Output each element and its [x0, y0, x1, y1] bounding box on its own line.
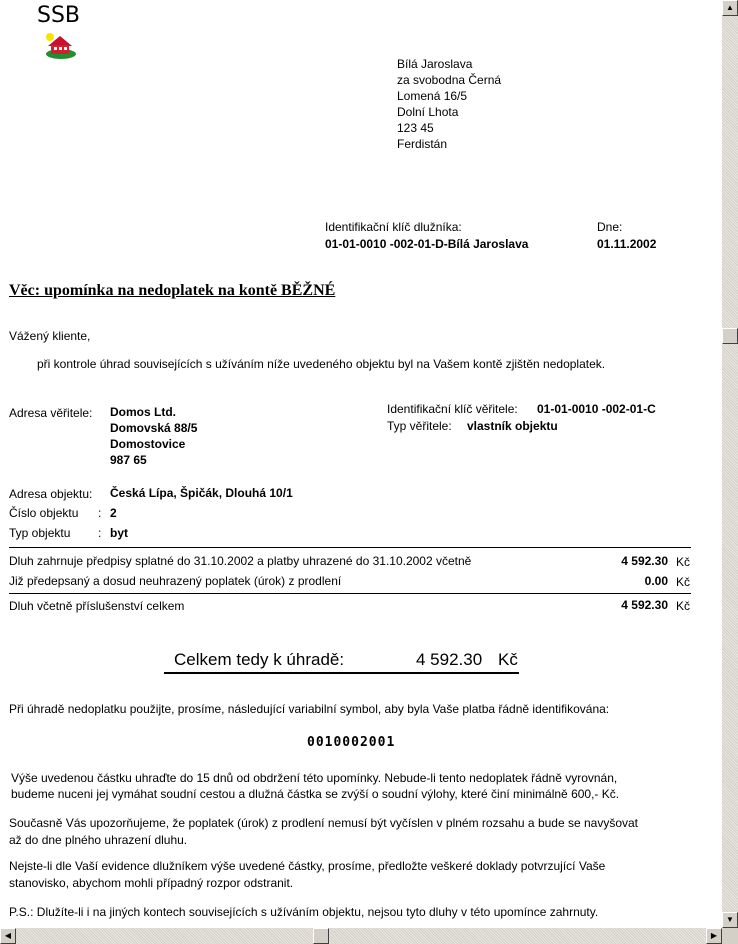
scroll-right-button[interactable]: ▶ — [706, 928, 722, 944]
creditor-name: Domos Ltd. — [110, 405, 176, 419]
table-top-rule — [9, 547, 691, 548]
debtor-key-label: Identifikační klíč dlužníka: — [325, 220, 462, 234]
creditor-key-value: 01-01-0010 -002-01-C — [537, 402, 656, 416]
logo-text: SSB — [37, 3, 81, 28]
object-type-colon: : — [98, 526, 102, 540]
object-number-colon: : — [98, 506, 102, 520]
table-sum-rule — [9, 593, 691, 594]
creditor-street: Domovská 88/5 — [110, 421, 198, 435]
scroll-up-button[interactable]: ▲ — [722, 0, 738, 16]
creditor-label: Adresa věřitele: — [9, 406, 93, 420]
recipient-line: Ferdistán — [397, 137, 448, 151]
creditor-key-label: Identifikační klíč věřitele: — [387, 402, 518, 416]
amount-total-label: Dluh včetně příslušenství celkem — [9, 599, 185, 613]
amount-total-unit: Kč — [676, 599, 691, 613]
creditor-type-value: vlastník objektu — [467, 419, 558, 433]
object-type-label: Typ objektu — [9, 526, 71, 540]
date-label: Dne: — [597, 220, 623, 234]
recipient-line: 123 45 — [397, 121, 434, 135]
paragraph-line: Výše uvedenou částku uhraďte do 15 dnů od obdržení této upomínky. Nebude-li tento nedoplatek řádně vyrovnán, — [11, 771, 618, 785]
debtor-key-value: 01-01-0010 -002-01-D-Bílá Jaroslava — [325, 237, 529, 251]
amount-row-unit: Kč — [676, 555, 691, 569]
grand-total-unit: Kč — [498, 650, 518, 669]
amount-row-value: 4 592.30 — [621, 554, 668, 568]
grand-total-value: 4 592.30 — [416, 650, 483, 669]
subject-title: Věc: upomínka na nedoplatek na kontě BĚŽNÉ — [9, 282, 336, 299]
vertical-scrollbar[interactable] — [722, 0, 738, 928]
grand-total-label: Celkem tedy k úhradě: — [174, 650, 345, 669]
greeting: Vážený kliente, — [9, 329, 91, 343]
creditor-city: Domostovice — [110, 437, 186, 451]
paragraph-line: budeme nuceni jej vymáhat soudní cestou a dlužná částka se zvýší o soudní výlohy, které činí minimálně 600,- Kč. — [11, 787, 620, 801]
paragraph-line: Současně Vás upozorňujeme, že poplatek (úrok) z prodlení nemusí být vyčíslen v plném rozsahu a bude se navyšovat — [9, 816, 639, 830]
object-number-value: 2 — [110, 506, 117, 520]
paragraph-line: P.S.: Dlužíte-li i na jiných kontech souvisejících s užíváním objektu, nejsou tyto dluhy v této upomínce zahrnuty. — [9, 905, 599, 919]
paragraph-line: Nejste-li dle Vaší evidence dlužníkem výše uvedené částky, prosíme, předložte veškeré doklady potvrzující Vaše — [9, 859, 606, 873]
object-type-value: byt — [110, 526, 128, 540]
scroll-left-button[interactable]: ◀ — [0, 928, 16, 944]
vertical-scroll-thumb[interactable] — [722, 328, 738, 344]
scroll-down-button[interactable]: ▼ — [722, 912, 738, 928]
object-number-label: Číslo objektu — [9, 506, 79, 520]
recipient-line: za svobodna Černá — [397, 73, 502, 87]
intro-text: při kontrole úhrad souvisejících s užíváním níže uvedeného objektu byl na Vašem kontě zjištěn nedoplatek. — [37, 357, 606, 371]
horizontal-scroll-thumb[interactable] — [313, 928, 329, 944]
amount-row-label: Dluh zahrnuje předpisy splatné do 31.10.2002 a platby uhrazené do 31.10.2002 včetně — [9, 554, 472, 568]
object-address-label: Adresa objektu: — [9, 487, 93, 501]
paragraph-line: stanovisko, abychom mohli případný rozpor odstranit. — [9, 876, 294, 890]
recipient-name: Bílá Jaroslava — [397, 57, 473, 71]
amount-total-value: 4 592.30 — [621, 598, 668, 612]
variable-symbol: 0010002001 — [307, 735, 396, 750]
date-value: 01.11.2002 — [597, 237, 657, 251]
amount-row-unit: Kč — [676, 575, 691, 589]
creditor-type-label: Typ věřitele: — [387, 419, 452, 433]
amount-row-label: Již předepsaný a dosud neuhrazený poplatek (úrok) z prodlení — [9, 574, 342, 588]
vs-instruction: Při úhradě nedoplatku použijte, prosíme, následující variabilní symbol, aby byla Vaše platba řádně identifikována: — [9, 702, 610, 716]
grand-total-rule — [164, 672, 519, 674]
recipient-line: Lomená 16/5 — [397, 89, 468, 103]
horizontal-scrollbar[interactable] — [0, 928, 722, 944]
amount-row-value: 0.00 — [644, 574, 668, 588]
scrollbar-corner — [722, 928, 738, 944]
recipient-line: Dolní Lhota — [397, 105, 459, 119]
house-icon — [43, 32, 79, 60]
object-address-value: Česká Lípa, Špičák, Dlouhá 10/1 — [110, 486, 293, 500]
paragraph-line: až do dne plného uhrazení dluhu. — [9, 833, 188, 847]
creditor-zip: 987 65 — [110, 453, 147, 467]
